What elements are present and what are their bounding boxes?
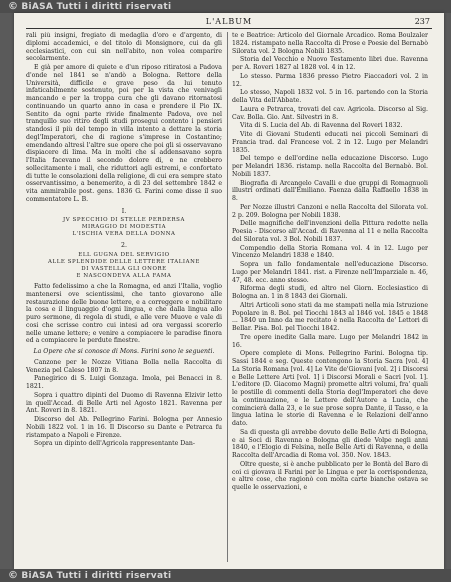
bibliography-entry: Discorso del Ab. Pellegrino Farini. Bologna per Annesio Nobili 1822 vol. 1 in 16. Il Discorso su Dante e Petrarca fu ristampato a Napoli e Firenze. (26, 416, 222, 439)
page-number: 237 (414, 17, 430, 26)
bibliography-entry: Laura e Petrarca, trovati del cav. Agricola. Discorso al Sig. Cav. Bolla. Gio. Ant. Silvestri in 8. (232, 105, 428, 121)
right-column (232, 32, 428, 562)
copyright-icon: © (8, 1, 19, 12)
watermark-text: BiASA Tutti i diritti riservati (21, 1, 172, 12)
epigraph-line: JV SPECCHIO DI STELLE PERDERSA (63, 217, 185, 224)
section-number: 2. (121, 242, 127, 250)
epigraph-line: ALLE SPLENDIDE DELLE LETTERE ITALIANE (48, 259, 200, 265)
epigraph-line: ELL GUGNA DEL SERVIGIO (78, 252, 170, 258)
header-rule (26, 28, 432, 29)
scanned-page (14, 13, 444, 569)
watermark-text: BiASA Tutti i diritti riservati (21, 570, 172, 581)
paragraph: Oltre queste, si è anche pubblicato per le Bontà del Baro di coi ci giovava il Farini per le Lingua e per la corrispondenza, e altre cose, che ragionò con molta carte bianche ostava se quelle le osservazioni, e (232, 460, 428, 491)
column-divider (227, 32, 228, 562)
bibliography-entry: Per Nozze illustri Canzoni e nella Raccolta del Silorata vol. 2 p. 209. Bologna per Nobili 1838. (232, 203, 428, 219)
bibliography-entry: Del tempo e dell'ordine nella educazione Discorso. Lugo per Melandri 1836. ristamp. nella Raccolta del Bernabò. Bol. Nobili 1837. (232, 155, 428, 178)
running-title: L'ALBUM (205, 17, 253, 26)
bibliography-entry: Lo stesso, Napoli 1832 vol. 5 in 16. partendo con la Storia della Vita dell'Abbate. (232, 89, 428, 104)
bibliography-entry: Storia del Vecchio e Nuovo Testamento libri due. Ravenna per A. Roveri 1827 al 1828 vol. 4 in 12. (232, 56, 428, 71)
bibliography-entry: Panegirico di S. Luigi Gonzaga. Imola, pei Benacci in 8. 1821. (26, 375, 222, 390)
bibliography-entry: Lo stesso. Parma 1836 presso Pietro Fiaccadori vol. 2 in 12. (232, 72, 428, 88)
bibliography-entry: Tre opere inedite Galla mare. Lugo per Melandri 1842 in 16. (232, 333, 428, 349)
paragraph: Fatto fedelissimo a che la Romagna, ed anzi l'Italia, voglio mantenersi ove scientissimi, che tanto giovarono alle restaurazione delle buone lettere, e a correggere e nobilitare la cosa e il linguaggio d'ogni lingua, e che dalla lingua allo puro sermone, di regola di studi, e alle vere Muove e vale di cosi che scrisse contro cui intesi ad ora vergassi scorerlo nelle umane lettere; e venire a compiacere le paradise finora ed a compiacere le perdute finestre. (26, 283, 222, 345)
works-heading: La Opere che si conosce di Mons. Farini sono le seguenti. (33, 348, 215, 355)
copyright-icon: © (8, 570, 19, 581)
bibliography-entry: Altri Articoli sono stati da me stampati nella mia Istruzione Popolare in 8. Bol. pel Tiocchi 1843 al 1846 vol. 1845 e 1848 ... 1840 un Inno da me recitato è nella Raccolta de' Lettori di Bellar. Pisa. Bol. pel Tiocchi 1842. (232, 301, 428, 332)
bibliography-entry: Vite di Giovani Studenti educati nei piccoli Seminari di Francia trad. dal Francese vol. 2 in 12. Lugo per Melandri 1835. (232, 131, 428, 154)
bibliography-entry: Sopra un dipinto dell'Agricola rappresentante Dan- (34, 440, 196, 448)
bibliography-entry: Compendio della Storia Romana vol. 4 in 12. Lugo per Vincenzo Melandri 1838 e 1840. (232, 244, 428, 260)
bibliography-entry: Biografia di Arcangelo Cavalli e due gruppi di Romagnuoli illustri ordinati dall'Emiliano. Faenza dalla Raffaello 1838 in 8. (232, 179, 428, 202)
watermark-banner-bottom (0, 569, 451, 582)
bibliography-entry: Canzone per le Nozze Vitiana Bolla nella Raccolta di Venezia pel Caleso 1807 in 8. (26, 358, 222, 374)
epigraph-line: DI VASTELLA GLI ONORE (81, 266, 167, 272)
epigraph-line: E NASCONDEVA ALLA FAMA (76, 273, 172, 279)
paragraph: E già per amore di quiete e d'un riposo ritiratosi a Padova d'onde nel 1841 se n'andò a Bologna. Rettore della Università, difficile e grave peso da lui tenuto infaticabilmente sostenuto, poi per la vista che venivagli mancando e per la troppa cura che gli davano ritornatosi continuando un quarto anno in casa e prendere il Pio IX. Sentito da ogni parte rivide finalmente Padova, ove nel tranquillo suo ritiro degli studi prosegui contento i pensieri standosi il più del tempo in villa intento a dettare la storia degl'Imperatori, che di ragione s'imprese in Costantino; emendando altresì l'altre sue opere che poi gli si osservavano dispiacere di lima. Ma in molti che si addensavano sopra l'Italia facevano il secondo dolore di, e ne crebbero sollecitamente i mali, che riduttori agli estremi, e confortato di tutte le consolazioni della religione, di cui era sempre stato osservantissimo, a benemerito, a di 23 del settembre 1842 e vita ammirabile post. gens. 1836 G. Farini come disse il suo commentatore L. B. (26, 64, 222, 203)
bibliography-entry: Vita di S. Lucia del Ab. di Ravenna del Roveri 1832. (240, 122, 403, 130)
left-column (26, 32, 222, 562)
epigraph-line: L'ISCHIA VERA DELLA DONNA (72, 231, 176, 238)
section-number: I. (121, 207, 127, 215)
bibliography-entry: Sopra i quattro dipinti del Duomo di Ravenna Elzivir letto in quell'Accad. di Belle Arti nel Agosto 1821. Ravenna per Ant. Roveri in 8. 1821. (26, 391, 222, 415)
running-header (14, 17, 444, 27)
bibliography-entry: Opere complete di Mons. Pellegrino Farini. Bologna tip. Sassi 1844 e seg. Queste contengono la Storia Sacra [vol. 4] La Storia Romana [vol. 4] Le Vite de'Giovani [vol. 2] i Discorsi e Belle Lettere Arti [vol. 1] i Discorsi Morali e Sacri [vol. 1]. L'editore (D. Giacomo Magni) promette altri volumi, fra' quali le postille di commenti della Storia degl'Imperatori che deve la continuazione, e le Lettere dell'Autore a Lucia, che comincierà dalla 23, e le sue prose sopra Dante, il Tasso, e la lingua latina le storie di Ravenna e le Relazioni dell'anno dato. (232, 350, 428, 427)
paragraph: Sa di questa gli avrebbe dovuto delle Belle Arti di Bologna, e ai Soci di Ravenna e Bologna gli diede Volpe negli anni 1840, e l'Elogio di Felsina, nelle Belle Arti di Ravenna, e della Raccolta dell'Arcadia di Roma vol. 350. Nov. 1843. (232, 428, 428, 459)
bibliography-entry: Sopra un fallo fondamentale nell'educazione Discorso. Lugo per Melandri 1841. rist. a Firenze nell'Imparziale n. 46, 47, 48. ecc. anno stesso. (232, 261, 428, 284)
watermark-banner-top (0, 0, 451, 13)
bibliography-entry: Riforma degli studi, ed altro nel Giorn. Ecclesiastico di Bologna an. 1 in 8 1843 dei Giornali. (232, 285, 428, 300)
bibliography-entry: te e Beatrice: Articolo del Giornale Arcadico. Roma Boulzaler 1824. ristampato nella Raccolta di Prose e Poesie del Bernabò Silorata vol. 2 Bologna Nobili 1835. (232, 32, 428, 55)
bibliography-entry: Delle magnifiche dell'invenzioni della Pittura redotte nella Poesia - Discorso all'Accad. di Ravenna al 11 e nella Raccolta del Silorata vol. 3 Bol. Nobili 1837. (232, 220, 428, 243)
epigraph-line: MIRAGGIO DI MODESTIA (81, 224, 167, 231)
paragraph: rali più insigni, fregiato di medaglia d'oro e d'argento, di diplomi accademici, e del titolo di Monsignore, cui da gli ecclesiastici, con cui sin nell'abito, non volea comparire secolarmente. (26, 32, 222, 63)
